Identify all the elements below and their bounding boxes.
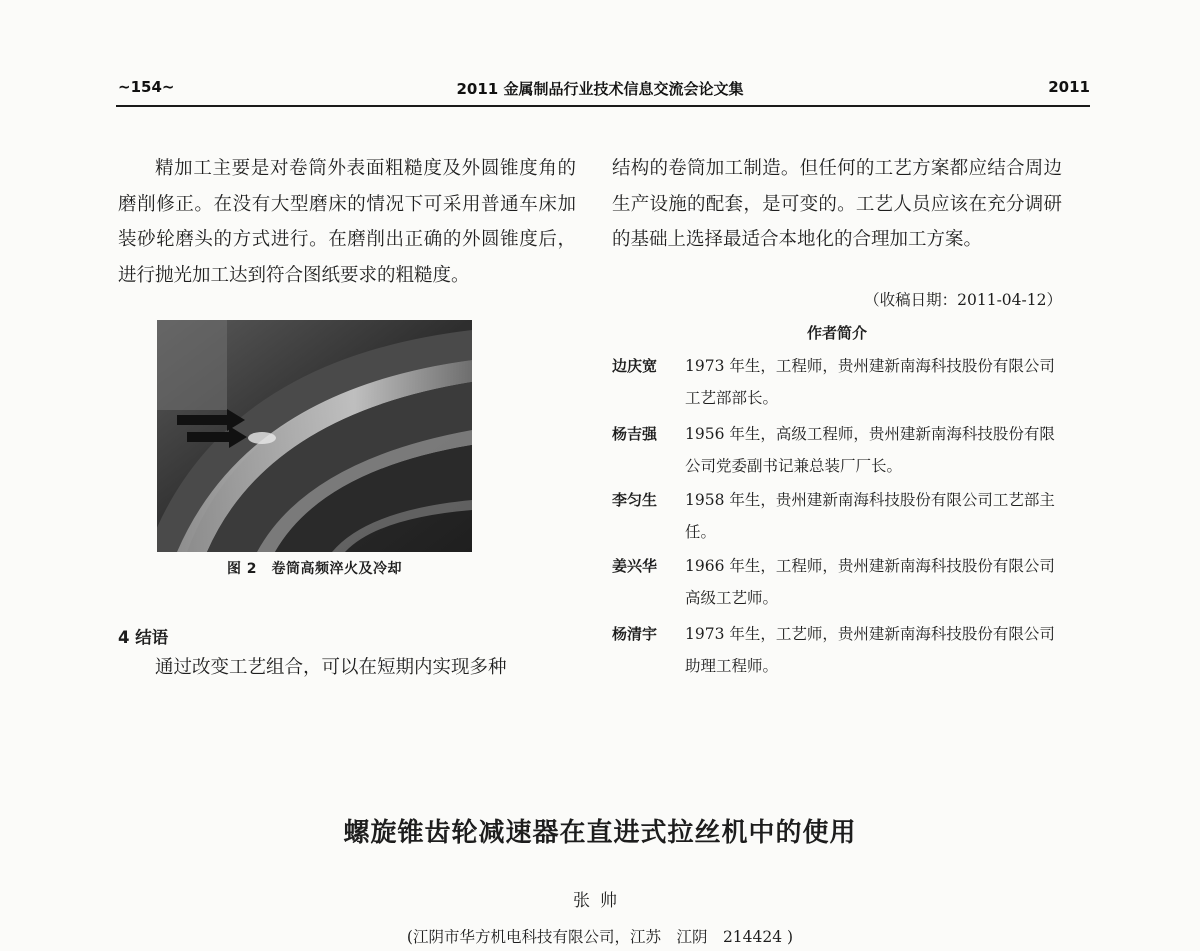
author-bio [612, 550, 1064, 614]
figure-caption: 图 2 卷筒高频淬火及冷却 [226, 561, 403, 577]
author-bio [612, 618, 1064, 682]
author-name: 李匀生 [612, 491, 658, 509]
author-name: 边庆宽 [612, 357, 658, 375]
author-bio [612, 418, 1064, 482]
header-year: 2011 [1048, 78, 1090, 96]
article-affiliation: (江阴市华方机电科技有限公司，江苏 江阴 214424 ) [406, 928, 794, 946]
author-bio-text: 1973 年生，工艺师，贵州建新南海科技股份有限公司助理工程师。 [685, 625, 1055, 675]
page-number: ~154~ [118, 78, 175, 96]
conclusion-paragraph: 通过改变工艺组合，可以在短期内实现多种 [155, 657, 507, 678]
drum-quenching-photo [157, 320, 472, 552]
section-heading: 4 结语 [118, 628, 169, 647]
author-name: 杨清宇 [612, 625, 658, 643]
journal-title: 2011 金属制品行业技术信息交流会论文集 [456, 80, 744, 98]
figure-2-photo [157, 320, 472, 552]
author-bio-text: 1966 年生，工程师，贵州建新南海科技股份有限公司高级工艺师。 [685, 557, 1055, 607]
author-bio-heading: 作者简介 [806, 324, 867, 342]
author-bio-text: 1958 年生，贵州建新南海科技股份有限公司工艺部主任。 [685, 491, 1055, 541]
received-date: （收稿日期：2011-04-12） [864, 291, 1062, 309]
author-bio-text: 1956 年生，高级工程师，贵州建新南海科技股份有限公司党委副书记兼总装厂厂长。 [685, 425, 1055, 475]
author-bio [612, 484, 1064, 548]
author-name: 杨吉强 [612, 425, 658, 443]
body-paragraph-left: 精加工主要是对卷筒外表面粗糙度及外圆锥度角的磨削修正。在没有大型磨床的情况下可采用普通车床加装砂轮磨头的方式进行。在磨削出正确的外圆锥度后，进行抛光加工达到符合图纸要求的粗糙度。 [118, 158, 576, 286]
body-paragraph-right: 结构的卷筒加工制造。但任何的工艺方案都应结合周边生产设施的配套，是可变的。工艺人员应该在充分调研的基础上选择最适合本地化的合理加工方案。 [612, 158, 1062, 250]
article-title: 螺旋锥齿轮减速器在直进式拉丝机中的使用 [343, 818, 857, 848]
author-name: 姜兴华 [612, 557, 658, 575]
author-bio [612, 350, 1064, 414]
article-author: 张帅 [573, 891, 627, 911]
author-bio-text: 1973 年生，工程师，贵州建新南海科技股份有限公司工艺部部长。 [685, 357, 1055, 407]
header-rule [116, 105, 1090, 107]
